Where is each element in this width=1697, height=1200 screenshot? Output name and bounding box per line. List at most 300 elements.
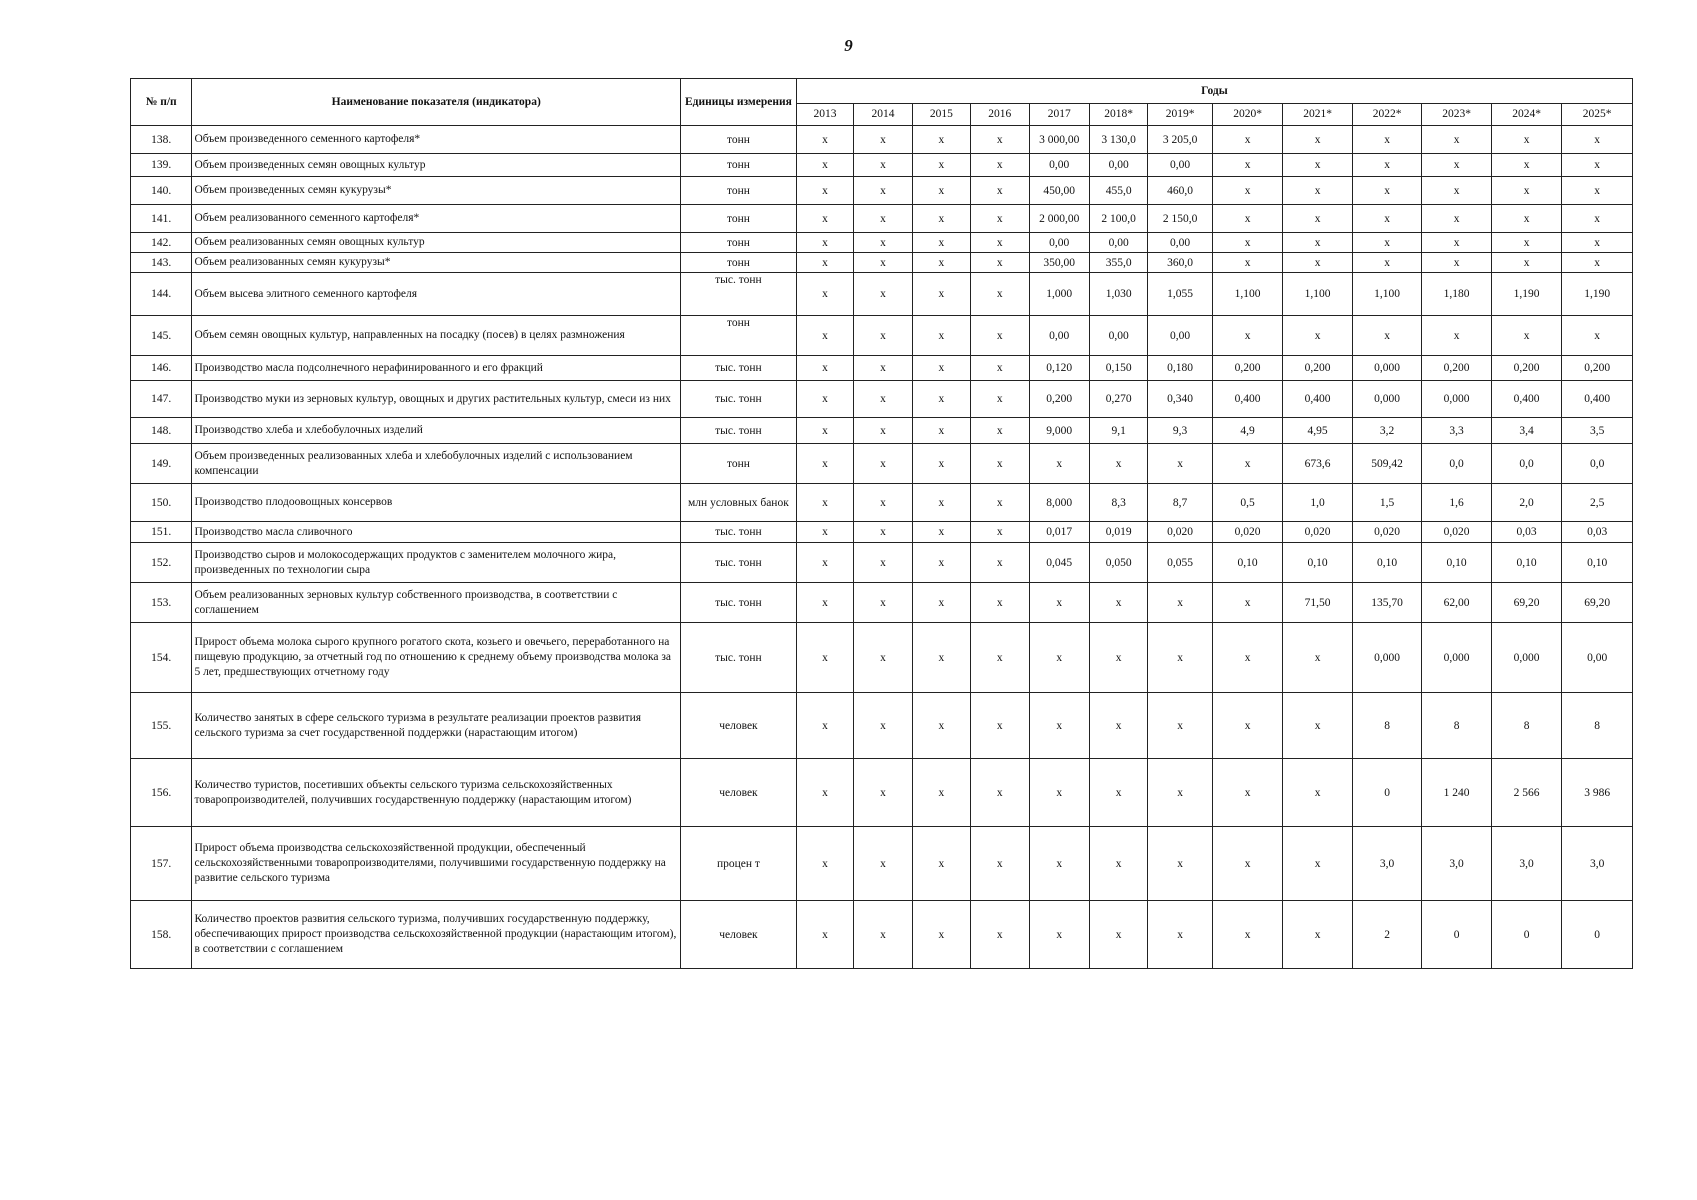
- year-value: 350,00: [1029, 253, 1089, 273]
- year-value: х: [971, 126, 1029, 154]
- indicator-name: Объем произведенного семенного картофеля*: [192, 126, 681, 154]
- year-value: х: [1491, 316, 1562, 356]
- year-value: 1,100: [1352, 273, 1422, 316]
- year-value: х: [971, 233, 1029, 253]
- year-value: х: [1089, 693, 1147, 759]
- year-value: 0,400: [1562, 381, 1633, 418]
- year-value: 9,000: [1029, 418, 1089, 444]
- year-value: 0,020: [1422, 522, 1492, 543]
- year-value: 0,00: [1148, 316, 1212, 356]
- row-number: 144.: [131, 273, 192, 316]
- year-value: х: [912, 444, 970, 484]
- row-number: 139.: [131, 154, 192, 177]
- year-value: х: [1491, 154, 1562, 177]
- year-value: 0,10: [1491, 543, 1562, 583]
- year-value: х: [1212, 693, 1283, 759]
- year-value: х: [796, 253, 853, 273]
- year-value: х: [796, 484, 853, 522]
- year-value: х: [796, 522, 853, 543]
- year-value: 1,190: [1562, 273, 1633, 316]
- year-value: х: [1562, 253, 1633, 273]
- year-value: 1,0: [1283, 484, 1353, 522]
- year-value: х: [1422, 253, 1492, 273]
- year-value: х: [912, 583, 970, 623]
- year-value: х: [1352, 126, 1422, 154]
- row-number: 138.: [131, 126, 192, 154]
- year-value: 0,00: [1089, 316, 1147, 356]
- year-value: 3 130,0: [1089, 126, 1147, 154]
- year-value: х: [1283, 126, 1353, 154]
- year-value: 0,020: [1148, 522, 1212, 543]
- year-value: х: [1148, 444, 1212, 484]
- year-value: х: [971, 543, 1029, 583]
- year-value: 0,10: [1352, 543, 1422, 583]
- year-value: х: [796, 418, 853, 444]
- unit-of-measure: человек: [681, 901, 797, 969]
- indicator-name: Количество занятых в сфере сельского туризма в результате реализации проектов развития сельского туризма за счет государственной поддержки (нарастающим итогом): [192, 693, 681, 759]
- year-value: х: [1212, 154, 1283, 177]
- unit-of-measure: человек: [681, 693, 797, 759]
- year-value: 0,03: [1491, 522, 1562, 543]
- year-value: 9,1: [1089, 418, 1147, 444]
- unit-of-measure: тыс. тонн: [681, 356, 797, 381]
- unit-of-measure: млн условных банок: [681, 484, 797, 522]
- year-value: 0,10: [1422, 543, 1492, 583]
- year-value: 3,5: [1562, 418, 1633, 444]
- year-value: х: [971, 253, 1029, 273]
- year-value: х: [1562, 205, 1633, 233]
- year-value: 0,00: [1029, 316, 1089, 356]
- unit-of-measure: тыс. тонн: [681, 583, 797, 623]
- year-value: 4,95: [1283, 418, 1353, 444]
- year-value: х: [1212, 827, 1283, 901]
- year-value: 1 240: [1422, 759, 1492, 827]
- year-value: х: [1212, 444, 1283, 484]
- table-row: [131, 177, 1633, 205]
- year-value: 2 100,0: [1089, 205, 1147, 233]
- year-value: х: [912, 177, 970, 205]
- year-value: 1,180: [1422, 273, 1492, 316]
- year-value: х: [1283, 205, 1353, 233]
- row-number: 143.: [131, 253, 192, 273]
- year-value: х: [912, 253, 970, 273]
- page-number: 9: [844, 36, 853, 55]
- year-value: х: [1212, 253, 1283, 273]
- year-value: х: [971, 522, 1029, 543]
- year-value: х: [1491, 253, 1562, 273]
- row-number: 140.: [131, 177, 192, 205]
- year-value: 3,2: [1352, 418, 1422, 444]
- year-value: х: [1029, 827, 1089, 901]
- year-value: 9,3: [1148, 418, 1212, 444]
- table-row: [131, 623, 1633, 693]
- year-value: 0,150: [1089, 356, 1147, 381]
- year-value: х: [796, 154, 853, 177]
- header-year: 2022*: [1352, 103, 1422, 125]
- year-value: х: [971, 381, 1029, 418]
- year-value: 2 150,0: [1148, 205, 1212, 233]
- year-value: 673,6: [1283, 444, 1353, 484]
- year-value: 0,200: [1562, 356, 1633, 381]
- table-row: [131, 253, 1633, 273]
- year-value: х: [796, 759, 853, 827]
- year-value: х: [796, 205, 853, 233]
- year-value: х: [796, 233, 853, 253]
- year-value: 0,000: [1352, 381, 1422, 418]
- year-value: х: [971, 693, 1029, 759]
- year-value: х: [854, 759, 912, 827]
- year-value: х: [1148, 693, 1212, 759]
- year-value: 2 566: [1491, 759, 1562, 827]
- header-number: № п/п: [131, 79, 192, 126]
- year-value: х: [1352, 177, 1422, 205]
- year-value: 1,190: [1491, 273, 1562, 316]
- year-value: х: [796, 693, 853, 759]
- table-row: [131, 444, 1633, 484]
- year-value: х: [912, 273, 970, 316]
- year-value: х: [971, 759, 1029, 827]
- table-row: [131, 126, 1633, 154]
- year-value: 2,0: [1491, 484, 1562, 522]
- year-value: 0,020: [1352, 522, 1422, 543]
- year-value: 0,340: [1148, 381, 1212, 418]
- year-value: 509,42: [1352, 444, 1422, 484]
- year-value: 3,0: [1422, 827, 1492, 901]
- year-value: х: [1422, 154, 1492, 177]
- year-value: х: [1422, 126, 1492, 154]
- year-value: 0,050: [1089, 543, 1147, 583]
- year-value: 1,030: [1089, 273, 1147, 316]
- year-value: х: [1283, 253, 1353, 273]
- year-value: х: [1491, 233, 1562, 253]
- year-value: 3 205,0: [1148, 126, 1212, 154]
- year-value: х: [912, 693, 970, 759]
- year-value: х: [1212, 126, 1283, 154]
- year-value: х: [1562, 316, 1633, 356]
- year-value: х: [796, 827, 853, 901]
- table-row: [131, 233, 1633, 253]
- year-value: 69,20: [1491, 583, 1562, 623]
- year-value: 0,00: [1148, 233, 1212, 253]
- year-value: х: [854, 444, 912, 484]
- year-value: х: [1089, 623, 1147, 693]
- year-value: х: [1212, 759, 1283, 827]
- year-value: 1,100: [1212, 273, 1283, 316]
- indicator-name: Объем произведенных семян кукурузы*: [192, 177, 681, 205]
- year-value: х: [854, 827, 912, 901]
- year-value: х: [854, 253, 912, 273]
- unit-of-measure: тыс. тонн: [681, 381, 797, 418]
- year-value: 62,00: [1422, 583, 1492, 623]
- unit-of-measure: тонн: [681, 154, 797, 177]
- year-value: 8: [1562, 693, 1633, 759]
- header-year: 2013: [796, 103, 853, 125]
- year-value: х: [971, 356, 1029, 381]
- year-value: 4,9: [1212, 418, 1283, 444]
- year-value: 8: [1422, 693, 1492, 759]
- year-value: 3,4: [1491, 418, 1562, 444]
- year-value: х: [854, 693, 912, 759]
- table-row: [131, 418, 1633, 444]
- year-value: х: [1562, 177, 1633, 205]
- year-value: х: [912, 356, 970, 381]
- year-value: х: [854, 273, 912, 316]
- year-value: х: [1148, 583, 1212, 623]
- year-value: 0,055: [1148, 543, 1212, 583]
- indicator-name: Производство муки из зерновых культур, овощных и других растительных культур, смеси из них: [192, 381, 681, 418]
- unit-of-measure: тонн: [681, 253, 797, 273]
- year-value: х: [854, 126, 912, 154]
- year-value: х: [912, 205, 970, 233]
- year-value: х: [1352, 154, 1422, 177]
- indicator-name: Прирост объема молока сырого крупного рогатого скота, козьего и овечьего, переработанного на пищевую продукцию, за отчетный год по отношению к среднему объему производства молока за 5 лет, предшествующих отчетному году: [192, 623, 681, 693]
- year-value: х: [854, 543, 912, 583]
- year-value: х: [796, 623, 853, 693]
- year-value: х: [971, 418, 1029, 444]
- year-value: 455,0: [1089, 177, 1147, 205]
- header-year: 2023*: [1422, 103, 1492, 125]
- unit-of-measure: тонн: [681, 444, 797, 484]
- indicator-name: Производство хлеба и хлебобулочных изделий: [192, 418, 681, 444]
- year-value: 0,200: [1212, 356, 1283, 381]
- year-value: х: [1148, 759, 1212, 827]
- year-value: 8,000: [1029, 484, 1089, 522]
- table-body: [131, 126, 1633, 969]
- year-value: 0,00: [1562, 623, 1633, 693]
- year-value: х: [1089, 827, 1147, 901]
- year-value: х: [1491, 205, 1562, 233]
- year-value: 8,3: [1089, 484, 1147, 522]
- year-value: х: [796, 356, 853, 381]
- row-number: 145.: [131, 316, 192, 356]
- year-value: х: [1212, 623, 1283, 693]
- unit-of-measure: тыс. тонн: [681, 418, 797, 444]
- year-value: х: [912, 827, 970, 901]
- indicator-name: Объем семян овощных культур, направленных на посадку (посев) в целях размножения: [192, 316, 681, 356]
- year-value: х: [796, 543, 853, 583]
- header-year: 2019*: [1148, 103, 1212, 125]
- year-value: х: [1212, 233, 1283, 253]
- year-value: 450,00: [1029, 177, 1089, 205]
- table-header: [131, 79, 1633, 126]
- year-value: х: [854, 623, 912, 693]
- year-value: 0,5: [1212, 484, 1283, 522]
- year-value: х: [1148, 827, 1212, 901]
- table-row: [131, 273, 1633, 316]
- year-value: х: [971, 484, 1029, 522]
- year-value: х: [1562, 126, 1633, 154]
- unit-of-measure: тыс. тонн: [681, 522, 797, 543]
- year-value: х: [1029, 759, 1089, 827]
- year-value: 0,200: [1491, 356, 1562, 381]
- row-number: 149.: [131, 444, 192, 484]
- year-value: 1,055: [1148, 273, 1212, 316]
- year-value: х: [1283, 901, 1353, 969]
- year-value: 69,20: [1562, 583, 1633, 623]
- row-number: 157.: [131, 827, 192, 901]
- year-value: х: [1491, 126, 1562, 154]
- year-value: 0,00: [1089, 233, 1147, 253]
- year-value: х: [854, 522, 912, 543]
- year-value: 0,019: [1089, 522, 1147, 543]
- year-value: х: [1089, 901, 1147, 969]
- year-value: 0,000: [1422, 381, 1492, 418]
- row-number: 154.: [131, 623, 192, 693]
- indicator-name: Объем реализованных семян кукурузы*: [192, 253, 681, 273]
- table-row: [131, 484, 1633, 522]
- year-value: х: [854, 484, 912, 522]
- year-value: 1,6: [1422, 484, 1492, 522]
- year-value: х: [1562, 154, 1633, 177]
- year-value: 360,0: [1148, 253, 1212, 273]
- header-year: 2025*: [1562, 103, 1633, 125]
- year-value: 2 000,00: [1029, 205, 1089, 233]
- unit-of-measure: тыс. тонн: [681, 543, 797, 583]
- year-value: х: [971, 177, 1029, 205]
- year-value: 0,017: [1029, 522, 1089, 543]
- year-value: х: [1283, 693, 1353, 759]
- unit-of-measure: процен т: [681, 827, 797, 901]
- table-row: [131, 543, 1633, 583]
- row-number: 142.: [131, 233, 192, 253]
- year-value: х: [1089, 583, 1147, 623]
- year-value: х: [1148, 901, 1212, 969]
- year-value: 0,400: [1212, 381, 1283, 418]
- header-year: 2016: [971, 103, 1029, 125]
- unit-of-measure: тонн: [681, 316, 797, 356]
- table-row: [131, 381, 1633, 418]
- year-value: х: [1212, 205, 1283, 233]
- year-value: х: [1422, 316, 1492, 356]
- year-value: 0,10: [1212, 543, 1283, 583]
- year-value: 0,020: [1212, 522, 1283, 543]
- year-value: 0,180: [1148, 356, 1212, 381]
- year-value: х: [1212, 901, 1283, 969]
- year-value: х: [1422, 233, 1492, 253]
- year-value: х: [1029, 623, 1089, 693]
- header-indicator-name: Наименование показателя (индикатора): [192, 79, 681, 126]
- year-value: х: [1029, 901, 1089, 969]
- year-value: х: [1029, 583, 1089, 623]
- year-value: 0,000: [1352, 356, 1422, 381]
- header-year: 2024*: [1491, 103, 1562, 125]
- year-value: х: [912, 901, 970, 969]
- indicator-name: Производство плодоовощных консервов: [192, 484, 681, 522]
- indicator-name: Объем реализованных семян овощных культур: [192, 233, 681, 253]
- year-value: х: [796, 583, 853, 623]
- table-row: [131, 154, 1633, 177]
- row-number: 151.: [131, 522, 192, 543]
- year-value: х: [1029, 693, 1089, 759]
- year-value: 0,0: [1562, 444, 1633, 484]
- header-units: Единицы измерения: [681, 79, 797, 126]
- header-year: 2017: [1029, 103, 1089, 125]
- year-value: 0: [1352, 759, 1422, 827]
- unit-of-measure: тонн: [681, 205, 797, 233]
- unit-of-measure: тыс. тонн: [681, 623, 797, 693]
- year-value: х: [796, 177, 853, 205]
- indicator-name: Количество туристов, посетивших объекты сельского туризма сельскохозяйственных товаропроизводителей, получивших государственную поддержку (нарастающим итогом): [192, 759, 681, 827]
- year-value: х: [1352, 316, 1422, 356]
- year-value: х: [912, 543, 970, 583]
- year-value: х: [1283, 177, 1353, 205]
- year-value: 0,120: [1029, 356, 1089, 381]
- header-year: 2020*: [1212, 103, 1283, 125]
- year-value: х: [971, 154, 1029, 177]
- year-value: х: [912, 233, 970, 253]
- indicator-name: Объем высева элитного семенного картофеля: [192, 273, 681, 316]
- unit-of-measure: тонн: [681, 233, 797, 253]
- year-value: х: [1422, 177, 1492, 205]
- year-value: х: [1283, 154, 1353, 177]
- year-value: х: [796, 273, 853, 316]
- year-value: 0,200: [1422, 356, 1492, 381]
- year-value: 0: [1491, 901, 1562, 969]
- indicator-name: Объем реализованных зерновых культур собственного производства, в соответствии с соглашением: [192, 583, 681, 623]
- year-value: 3,0: [1562, 827, 1633, 901]
- year-value: 71,50: [1283, 583, 1353, 623]
- year-value: 8,7: [1148, 484, 1212, 522]
- year-value: 3 986: [1562, 759, 1633, 827]
- year-value: х: [1352, 205, 1422, 233]
- table-row: [131, 316, 1633, 356]
- year-value: 3 000,00: [1029, 126, 1089, 154]
- year-value: 2: [1352, 901, 1422, 969]
- indicator-name: Производство сыров и молокосодержащих продуктов с заменителем молочного жира, произведенных по технологии сыра: [192, 543, 681, 583]
- table-row: [131, 356, 1633, 381]
- year-value: х: [1352, 233, 1422, 253]
- year-value: 0,00: [1029, 233, 1089, 253]
- year-value: 3,0: [1491, 827, 1562, 901]
- year-value: 0: [1562, 901, 1633, 969]
- row-number: 147.: [131, 381, 192, 418]
- year-value: х: [912, 154, 970, 177]
- year-value: х: [796, 381, 853, 418]
- year-value: 8: [1491, 693, 1562, 759]
- unit-of-measure: тыс. тонн: [681, 273, 797, 316]
- year-value: х: [854, 154, 912, 177]
- year-value: 0,0: [1491, 444, 1562, 484]
- year-value: х: [971, 444, 1029, 484]
- year-value: 0,00: [1029, 154, 1089, 177]
- indicator-name: Объем произведенных реализованных хлеба и хлебобулочных изделий с использованием компенсации: [192, 444, 681, 484]
- year-value: х: [854, 356, 912, 381]
- year-value: х: [1422, 205, 1492, 233]
- year-value: 0,0: [1422, 444, 1492, 484]
- year-value: х: [854, 205, 912, 233]
- row-number: 146.: [131, 356, 192, 381]
- year-value: 0,045: [1029, 543, 1089, 583]
- year-value: х: [854, 418, 912, 444]
- year-value: 2,5: [1562, 484, 1633, 522]
- year-value: х: [1212, 316, 1283, 356]
- table-row: [131, 759, 1633, 827]
- indicators-table: [130, 78, 1633, 969]
- year-value: 355,0: [1089, 253, 1147, 273]
- indicator-name: Прирост объема производства сельскохозяйственной продукции, обеспеченный сельскохозяйственными товаропроизводителями, получившими государственную поддержку на развитие сельского туризма: [192, 827, 681, 901]
- year-value: х: [971, 273, 1029, 316]
- table-row: [131, 522, 1633, 543]
- year-value: 1,100: [1283, 273, 1353, 316]
- year-value: х: [1283, 316, 1353, 356]
- year-value: 0,000: [1352, 623, 1422, 693]
- year-value: 0,00: [1089, 154, 1147, 177]
- year-value: 0,400: [1283, 381, 1353, 418]
- year-value: х: [971, 901, 1029, 969]
- indicator-name: Производство масла сливочного: [192, 522, 681, 543]
- year-value: 3,3: [1422, 418, 1492, 444]
- year-value: х: [1089, 759, 1147, 827]
